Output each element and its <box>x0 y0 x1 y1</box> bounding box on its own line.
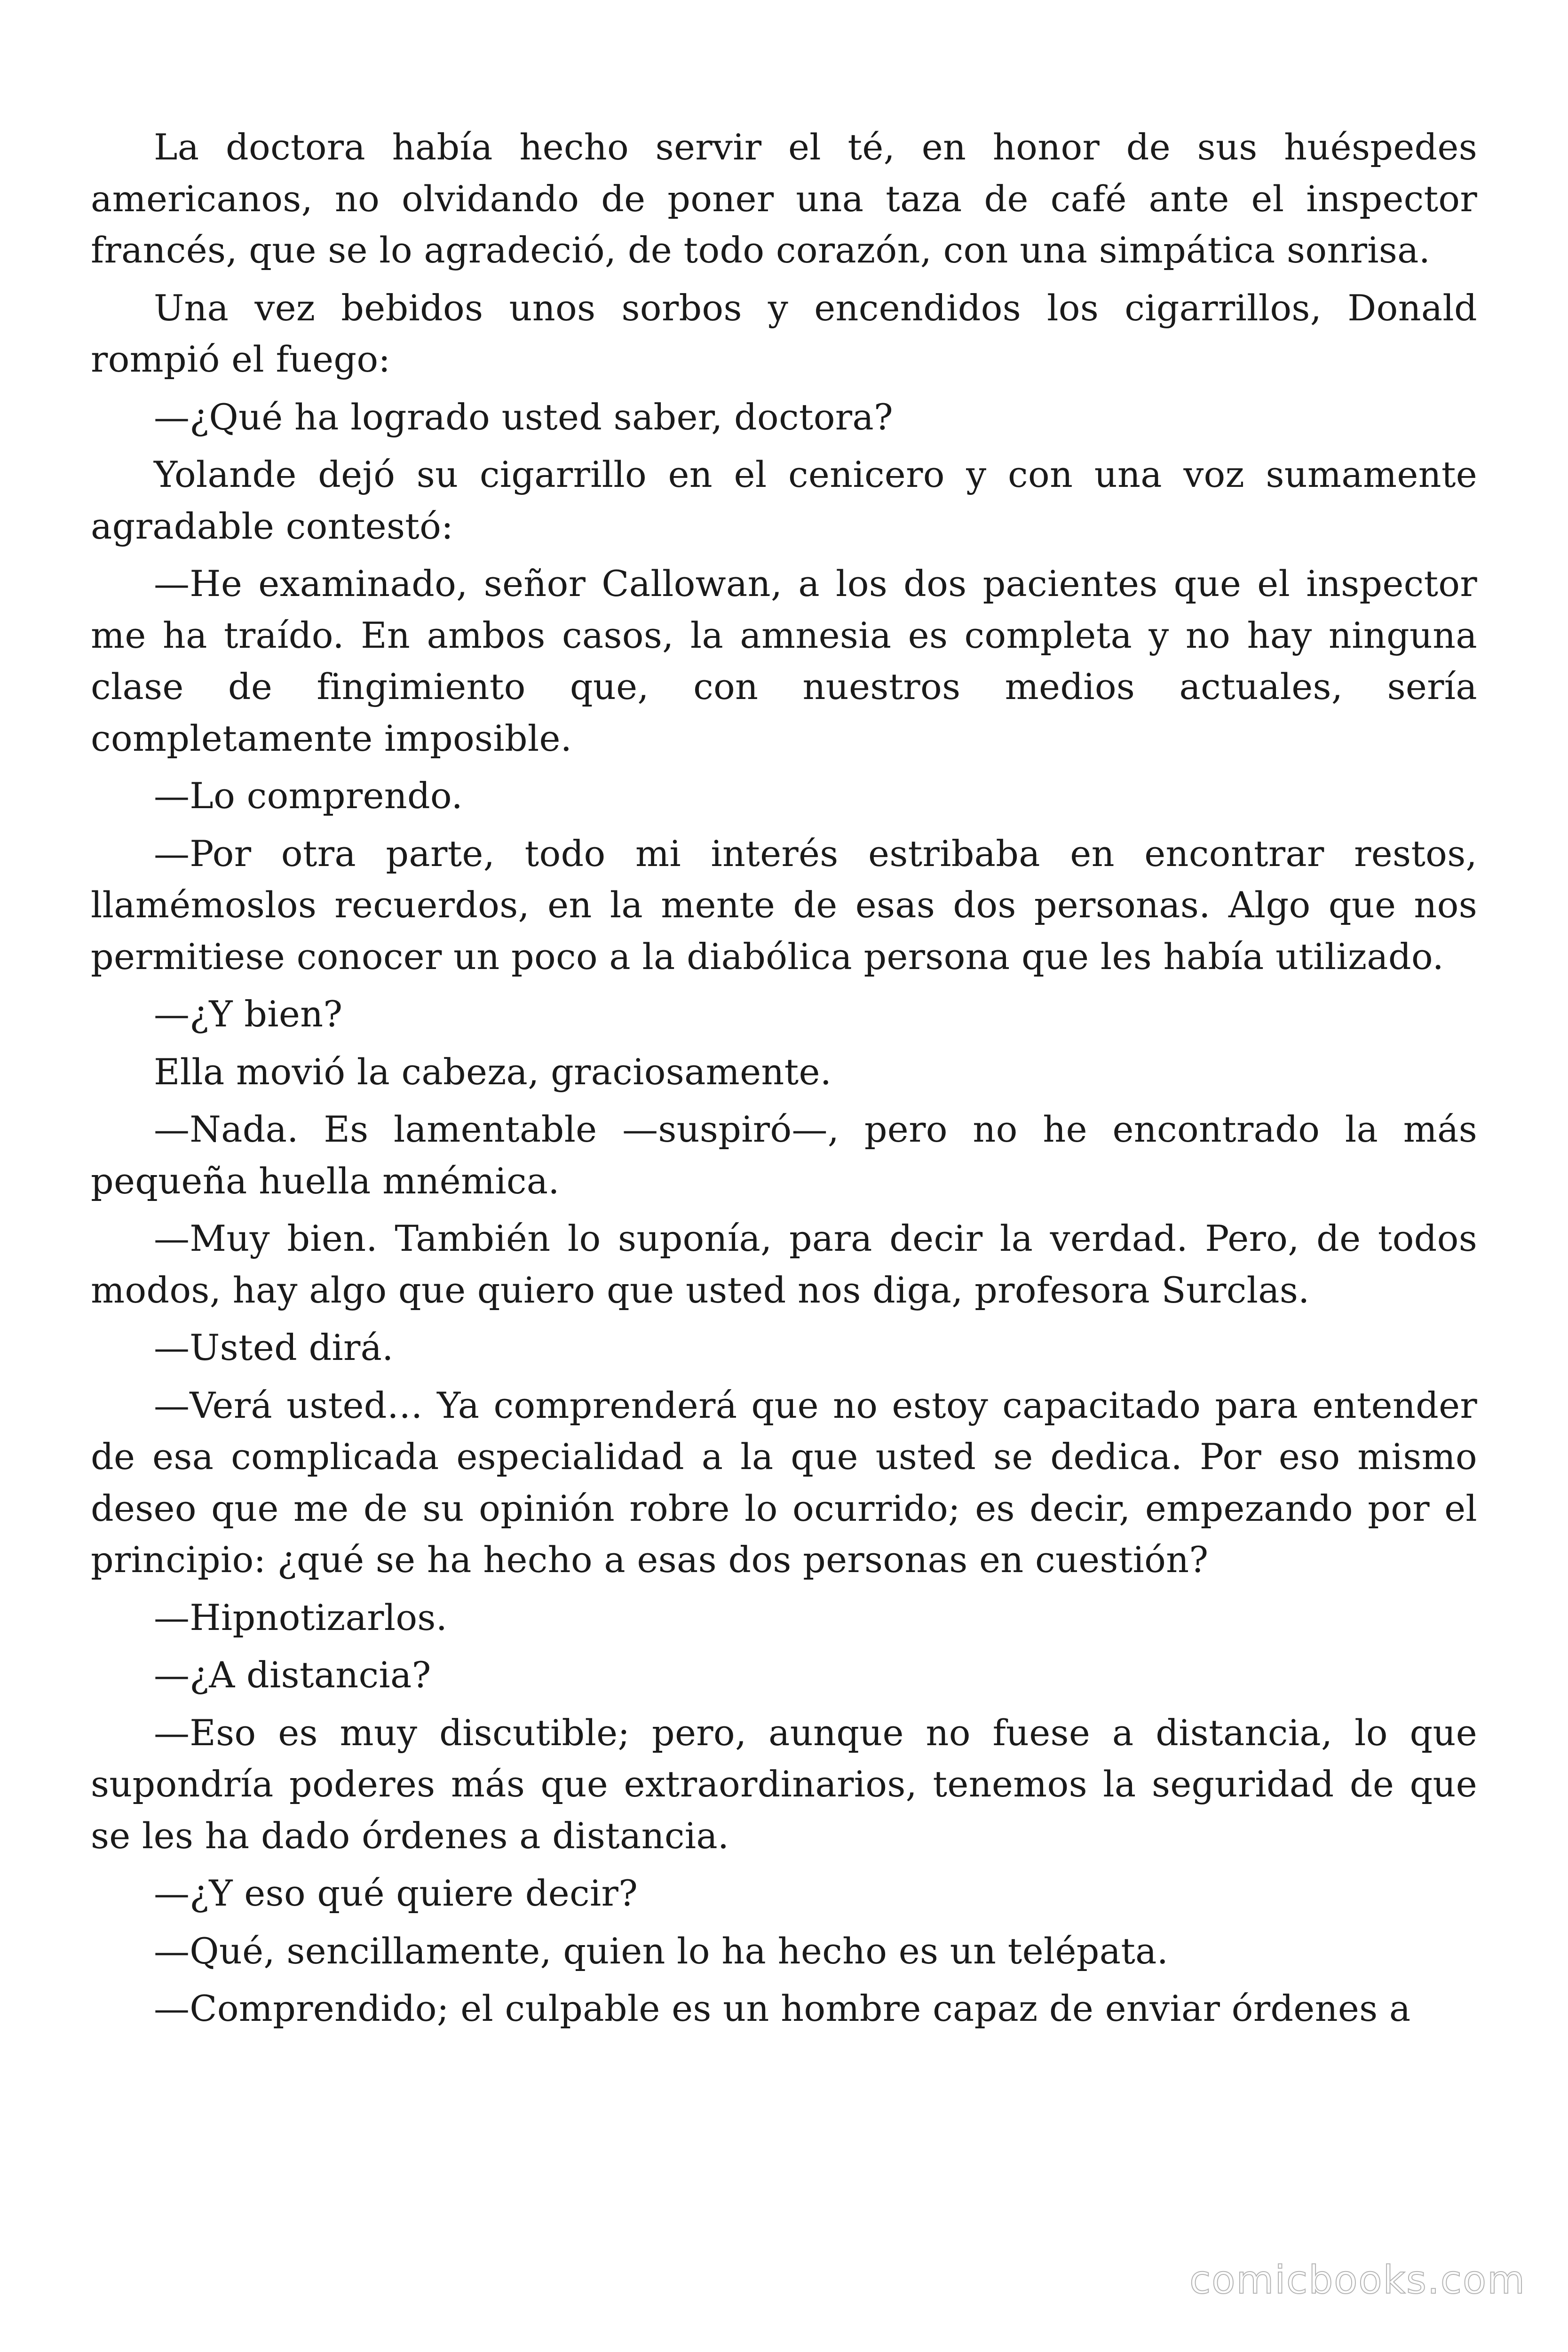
paragraph: —¿A distancia? <box>154 1654 431 1696</box>
paragraph: La doctora había hecho servir el té, en honor de sus huéspedes americanos, no olvidando de poner una taza de café ante el inspector francés, que se lo agradeció, de todo corazón, con una simpática sonrisa. <box>91 126 1477 271</box>
paragraph: —Eso es muy discutible; pero, aunque no fuese a distancia, lo que supondría poderes más que extraordinarios, tenemos la seguridad de que se les ha dado órdenes a distancia. <box>91 1711 1477 1857</box>
paragraph: —He examinado, señor Callowan, a los dos pacientes que el inspector me ha traído. En ambos casos, la amnesia es completa y no hay ninguna clase de fingimiento que, con nuestros medios actuales, sería completamente imposible. <box>91 563 1477 759</box>
paragraph: Ella movió la cabeza, graciosamente. <box>154 1050 832 1093</box>
paragraph: —Hipnotizarlos. <box>154 1596 448 1638</box>
paragraph: Una vez bebidos unos sorbos y encendidos los cigarrillos, Donald rompió el fuego: <box>91 286 1477 380</box>
paragraph: —Lo comprendo. <box>154 775 463 817</box>
paragraph: —¿Y eso qué quiere decir? <box>154 1872 638 1914</box>
body-text <box>91 121 1477 2041</box>
paragraph: —Muy bien. También lo suponía, para decir la verdad. Pero, de todos modos, hay algo que quiero que usted nos diga, profesora Surclas. <box>91 1217 1477 1311</box>
paragraph: —¿Qué ha logrado usted saber, doctora? <box>154 396 894 438</box>
paragraph: —Por otra parte, todo mi interés estribaba en encontrar restos, llamémoslos recuerdos, en la mente de esas dos personas. Algo que nos permitiese conocer un poco a la diabólica persona que les había utilizado. <box>91 832 1477 977</box>
paragraph: —Usted dirá. <box>154 1327 394 1368</box>
paragraph: —Nada. Es lamentable —suspiró—, pero no he encontrado la más pequeña huella mnémica. <box>91 1108 1477 1202</box>
paragraph: —Verá usted… Ya comprenderá que no estoy capacitado para entender de esa complicada especialidad a la que usted se dedica. Por eso mismo deseo que me de su opinión robre lo ocurrido; es decir, empezando por el principio: ¿qué se ha hecho a esas dos personas en cuestión? <box>91 1384 1477 1581</box>
paragraph: Yolande dejó su cigarrillo en el cenicero y con una voz sumamente agradable contestó: <box>91 453 1477 547</box>
watermark: comicbooks.com <box>1189 2258 1526 2303</box>
paragraph: —¿Y bien? <box>154 993 343 1035</box>
paragraph: —Comprendido; el culpable es un hombre capaz de enviar órdenes a <box>154 1987 1411 2029</box>
paragraph: —Qué, sencillamente, quien lo ha hecho es un telépata. <box>154 1930 1169 1972</box>
